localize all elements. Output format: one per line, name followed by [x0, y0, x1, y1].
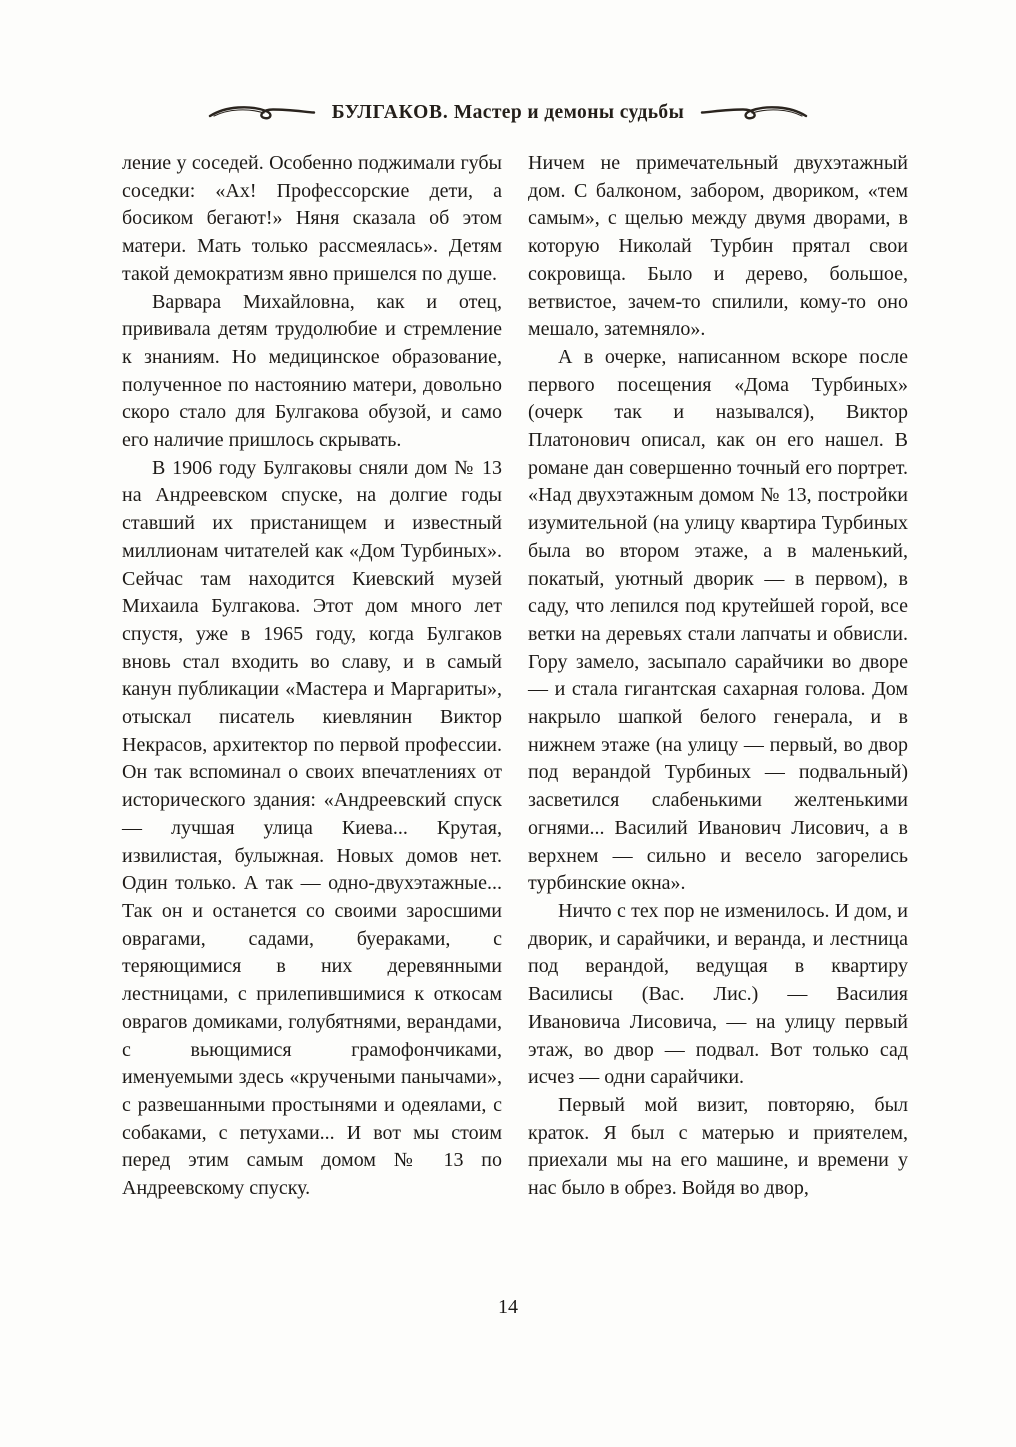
paragraph: ление у соседей. Особенно поджимали губы соседки: «Ах! Профессорские дети, а босиком бегают!» Няня сказала об этом матери. Мать только рассмеялась». Детям такой демократизм явно пришелся по душе. — [122, 152, 502, 285]
running-head-author: БУЛГАКОВ. — [331, 102, 449, 123]
paragraph: Ничто с тех пор не изменилось. И дом, и дворик, и сарайчики, и веранда, и лестница под верандой, ведущая в квартиру Василисы (Вас. Лис.) — Василия Ивановича Лисовича, — на улицу первый этаж, во двор — подвал. Вот только сад исчез — одни сарайчики. — [528, 899, 908, 1089]
paragraph: В 1906 году Булгаковы сняли дом № 13 на Андреевском спуске, на долгие годы ставший их пристанищем и известный миллионам читателей как «Дом Турбиных». Сейчас там находится Киевский музей Михаила Булгакова. Этот дом много лет спустя, уже в 1965 году, когда Булгаков вновь стал входить во славу, и в самый канун публикации «Мастера и Маргариты», отыскал писатель киевлянин Виктор Некрасов, архитектор по первой профессии. Он так вспоминал о своих впечатлениях от исторического здания: «Андреевский спуск — лучшая улица Киева... Крутая, извилистая, булыжная. Новых домов нет. Один только. А так — одно-двухэтажные... Так он и останется со своими заросшими оврагами, садами, буераками, с теряющимися в них деревянными лестницами, с прилепившимися к откосам оврагов домиками, голубятнями, верандами, с вьющимися грамофончиками, именуемыми здесь «кручеными панычами», с развешанными простынями и одеялами, с собаками, с петухами... И вот мы стоим перед этим самым домом № 13 по Андреевскому спуску. — [122, 456, 502, 1200]
paragraph: Ничем не примечательный двухэтажный дом. С балконом, забором, двориком, «тем самым», с щелью между двумя дворами, в которую Николай Турбин прятал свои сокровища. Было и дерево, большое, ветвистое, зачем-то спилили, кому-то оно мешало, затемняло». — [528, 152, 908, 341]
left-column — [122, 150, 502, 1203]
paragraph: А в очерке, написанном вскоре после первого посещения «Дома Турбиных» (очерк так и назывался), Виктор Платонович описал, как он его нашел. В романе дан совершенно точный его портрет. «Над двухэтажным домом № 13, постройки изумительной (на улицу квартира Турбиных была во втором этаже, а в маленький, покатый, уютный дворик — в первом), в саду, что лепился под крутейшей горой, все ветки на деревьях стали лапчаты и обвисли. Гору замело, засыпало сарайчики во дворе — и стала гигантская сахарная голова. Дом накрыло шапкой белого генерала, и в нижнем этаже (на улицу — первый, во двор под верандой Турбиных — подвальный) засветился слабенькими желтенькими огнями... Василий Иванович Лисович, а в верхнем — сильно и весело загорелись турбинские окна». — [528, 345, 908, 895]
running-head-title — [332, 102, 684, 124]
running-head — [0, 0, 1016, 124]
paragraph: Варвара Михайловна, как и отец, прививала детям трудолюбие и стремление к знаниям. Но медицинское образование, полученное по настоянию матери, довольно скоро стало для Булгакова обузой, и само его наличие пришлось скрывать. — [122, 290, 502, 452]
paragraph: Первый мой визит, повторяю, был краток. Я был с матерью и приятелем, приехали мы на его машине, и времени у нас было в обрез. Войдя во двор, — [528, 1093, 908, 1200]
flourish-left-icon — [208, 103, 316, 123]
flourish-right-icon — [700, 103, 808, 123]
running-head-subtitle: Мастер и демоны судьбы — [448, 102, 685, 123]
right-column — [528, 150, 908, 1203]
text-columns — [0, 124, 1016, 1203]
page-number: 14 — [498, 1296, 518, 1318]
